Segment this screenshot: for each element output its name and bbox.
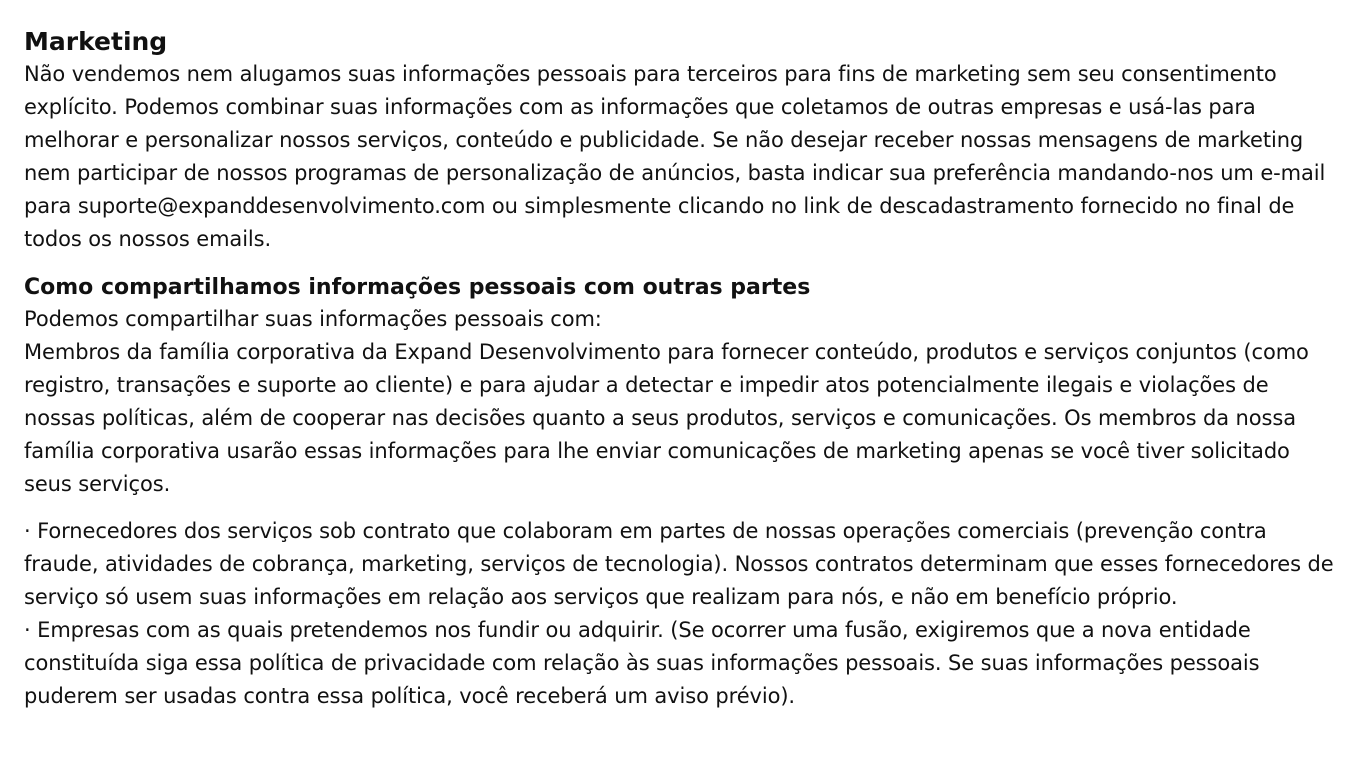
sharing-heading: Como compartilhamos informações pessoais com outras partes (24, 275, 811, 300)
paragraph-spacer (24, 501, 1344, 515)
sharing-corporate-paragraph: Membros da família corporativa da Expand Desenvolvimento para fornecer conteúdo, produtos e serviços conjuntos (como registro, transações e suporte ao cliente) e para ajudar a detectar e impedir atos potencialmente ilegais e violações de nossas políticas, além de cooperar nas decisões quanto a seus produtos, serviços e comunicações. Os membros da nossa família corporativa usarão essas informações para lhe enviar comunicações de marketing apenas se você tiver solicitado seus serviços. (24, 340, 1309, 496)
sharing-section (24, 272, 1344, 713)
marketing-heading: Marketing (24, 27, 168, 56)
marketing-paragraph: Não vendemos nem alugamos suas informações pessoais para terceiros para fins de marketing sem seu consentimento explícito. Podemos combinar suas informações com as informações que coletamos de outras empresas e usá-las para melhorar e personalizar nossos serviços, conteúdo e publicidade. Se não desejar receber nossas mensagens de marketing nem participar de nossos programas de personalização de anúncios, basta indicar sua preferência mandando-nos um e-mail para suporte@expanddesenvolvimento.com ou simplesmente clicando no link de descadastramento fornecido no final de todos os nossos emails. (24, 62, 1326, 251)
marketing-section (24, 26, 1344, 256)
sharing-intro: Podemos compartilhar suas informações pessoais com: (24, 307, 602, 331)
sharing-suppliers-item: · Fornecedores dos serviços sob contrato que colaboram em partes de nossas operações comerciais (prevenção contra fraude, atividades de cobrança, marketing, serviços de tecnologia). Nossos contratos determinam que esses fornecedores de serviço só usem suas informações em relação aos serviços que realizam para nós, e não em benefício próprio. (24, 519, 1334, 609)
sharing-mergers-item: · Empresas com as quais pretendemos nos fundir ou adquirir. (Se ocorrer uma fusão, exigiremos que a nova entidade constituída siga essa política de privacidade com relação às suas informações pessoais. Se suas informações pessoais puderem ser usadas contra essa política, você receberá um aviso prévio). (24, 618, 1260, 708)
